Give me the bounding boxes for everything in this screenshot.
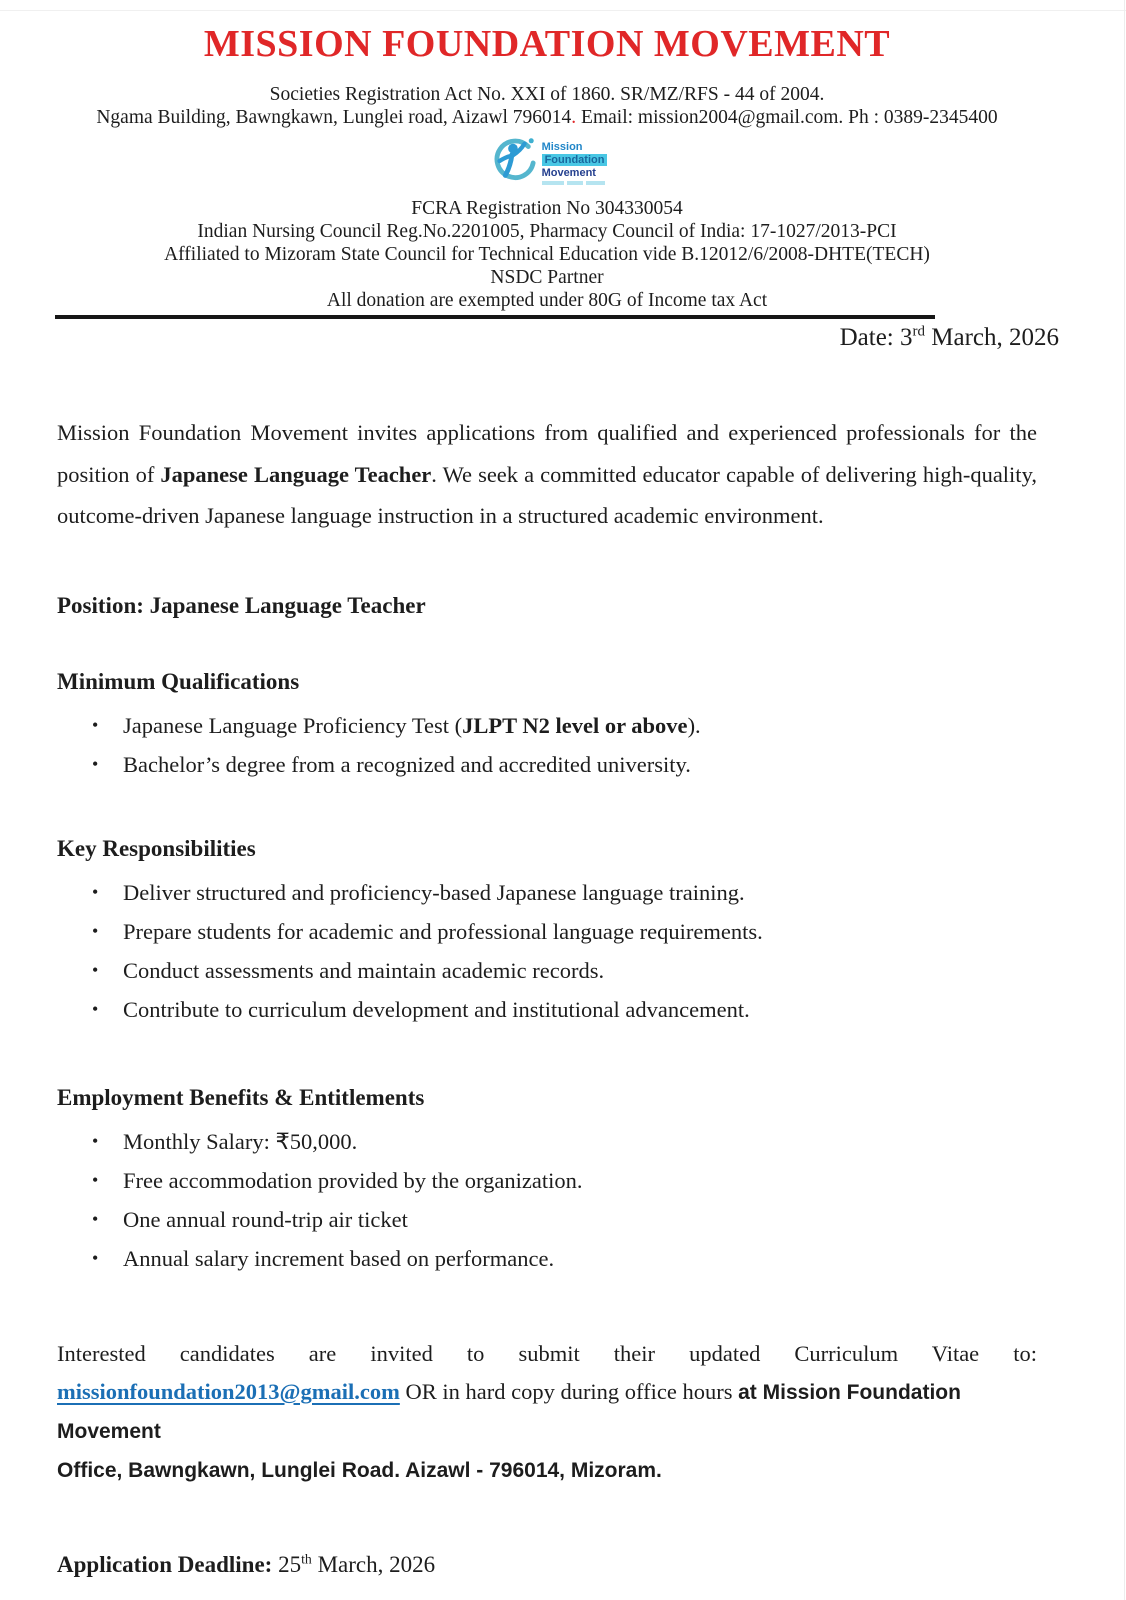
affiliation-line: Affiliated to Mizoram State Council for Technical Education vide B.12012/6/2008-DHTE(TECH) [164, 244, 930, 265]
position-heading: Position: Japanese Language Teacher [57, 592, 426, 618]
bullet-icon: • [92, 959, 99, 980]
application-deadline-line [57, 1552, 1037, 1578]
address-part1: Ngama Building, Bawngkawn, Lunglei road, Aizawl 796014 [96, 107, 572, 128]
benefits-heading: Employment Benefits & Entitlements [57, 1084, 425, 1110]
deadline-day: 25 [272, 1551, 302, 1577]
bullet-icon: • [92, 920, 99, 941]
list-item [57, 706, 1037, 745]
list-item [57, 1122, 1037, 1161]
qualifications-heading: Minimum Qualifications [57, 668, 300, 694]
logo-wordmark [542, 141, 608, 185]
closing-line-2-mid: OR in hard copy during office hours [399, 1378, 739, 1404]
bullet-icon: • [92, 1169, 99, 1190]
address-part2: Email: mission2004@gmail.com. Ph : 0389-2345400 [576, 107, 998, 128]
benefit-3: One annual round-trip air ticket [123, 1206, 408, 1232]
benefit-4: Annual salary increment based on performance. [123, 1245, 555, 1271]
societies-registration-line: Societies Registration Act No. XXI of 1860. SR/MZ/RFS - 44 of 2004. [269, 84, 825, 105]
list-item [57, 990, 1037, 1029]
address-red-period: . [571, 107, 577, 128]
bullet-icon: • [92, 1130, 99, 1151]
intro-part2: . We seek a committed educator capable of delivering high-quality, outcome-driven Japanese language instruction in a structured academic environment. [57, 461, 1037, 528]
intro-part1: Mission Foundation Movement invites applications from qualified and experienced professionals for the position of [57, 420, 1037, 487]
logo-word-movement: Movement [541, 167, 596, 179]
date-suffix: March, 2026 [925, 324, 1059, 351]
fcra-registration-line: FCRA Registration No 304330054 [411, 198, 683, 219]
intro-paragraph [57, 412, 1037, 537]
list-item [57, 1200, 1037, 1239]
date-prefix: Date: 3 [839, 324, 913, 351]
donation-exemption-line: All donation are exempted under 80G of Income tax Act [326, 290, 768, 311]
list-item [57, 1161, 1037, 1200]
qualification-1-bold: JLPT N2 level or above [462, 712, 688, 738]
office-address-bold: Office, Bawngkawn, Lunglei Road. Aizawl - 796014, Mizoram. [57, 1458, 662, 1482]
qualification-1-post: ). [687, 712, 701, 738]
benefit-2: Free accommodation provided by the organization. [123, 1167, 583, 1193]
responsibility-3: Conduct assessments and maintain academic records. [123, 957, 605, 983]
bullet-icon: • [92, 753, 99, 774]
closing-line-3 [57, 1451, 1037, 1490]
logo-tagline [542, 181, 605, 185]
closing-line-2 [57, 1373, 1037, 1451]
deadline-ordinal-superscript: th [301, 1550, 312, 1566]
bullet-icon: • [92, 1247, 99, 1268]
bullet-icon: • [92, 998, 99, 1019]
closing-line-2-bold: at Mission Foundation Movement [57, 1380, 961, 1443]
address-line [57, 106, 1037, 129]
logo-word-foundation: Foundation [542, 154, 608, 166]
list-item [57, 951, 1037, 990]
deadline-rest: March, 2026 [311, 1551, 436, 1577]
bullet-icon: • [92, 714, 99, 735]
organization-logo [487, 135, 608, 192]
logo-word-mission: Mission [541, 141, 583, 153]
benefit-1: Monthly Salary: ₹50,000. [123, 1128, 358, 1154]
qualifications-list [57, 706, 1037, 784]
deadline-label: Application Deadline: [57, 1551, 273, 1577]
organization-title: MISSION FOUNDATION MOVEMENT [203, 23, 891, 65]
responsibility-4: Contribute to curriculum development and institutional advancement. [123, 996, 750, 1022]
responsibility-2: Prepare students for academic and professional language requirements. [123, 918, 763, 944]
logo-row [57, 136, 1037, 190]
closing-paragraph [57, 1335, 1037, 1490]
date-line [57, 324, 1059, 352]
responsibilities-list [57, 873, 1037, 1029]
logo-figure-icon [487, 135, 537, 192]
closing-line-1: Interested candidates are invited to submit their updated Curriculum Vitae to: [57, 1340, 1037, 1366]
responsibilities-heading: Key Responsibilities [57, 835, 256, 861]
bullet-icon: • [92, 1208, 99, 1229]
header-divider-rule [55, 315, 935, 319]
bullet-icon: • [92, 881, 99, 902]
responsibility-1: Deliver structured and proficiency-based Japanese language training. [123, 879, 745, 905]
benefits-list [57, 1122, 1037, 1278]
qualification-2: Bachelor’s degree from a recognized and accredited university. [123, 751, 691, 777]
list-item [57, 745, 1037, 784]
application-email-link[interactable]: missionfoundation2013@gmail.com [57, 1378, 400, 1404]
date-ordinal-superscript: rd [912, 323, 925, 340]
intro-position-bold: Japanese Language Teacher [160, 461, 432, 487]
list-item [57, 873, 1037, 912]
nursing-council-line: Indian Nursing Council Reg.No.2201005, Pharmacy Council of India: 17-1027/2013-PCI [197, 221, 897, 242]
list-item [57, 1239, 1037, 1278]
qualification-1-pre: Japanese Language Proficiency Test ( [123, 712, 463, 738]
nsdc-partner-line: NSDC Partner [490, 267, 604, 288]
list-item [57, 912, 1037, 951]
